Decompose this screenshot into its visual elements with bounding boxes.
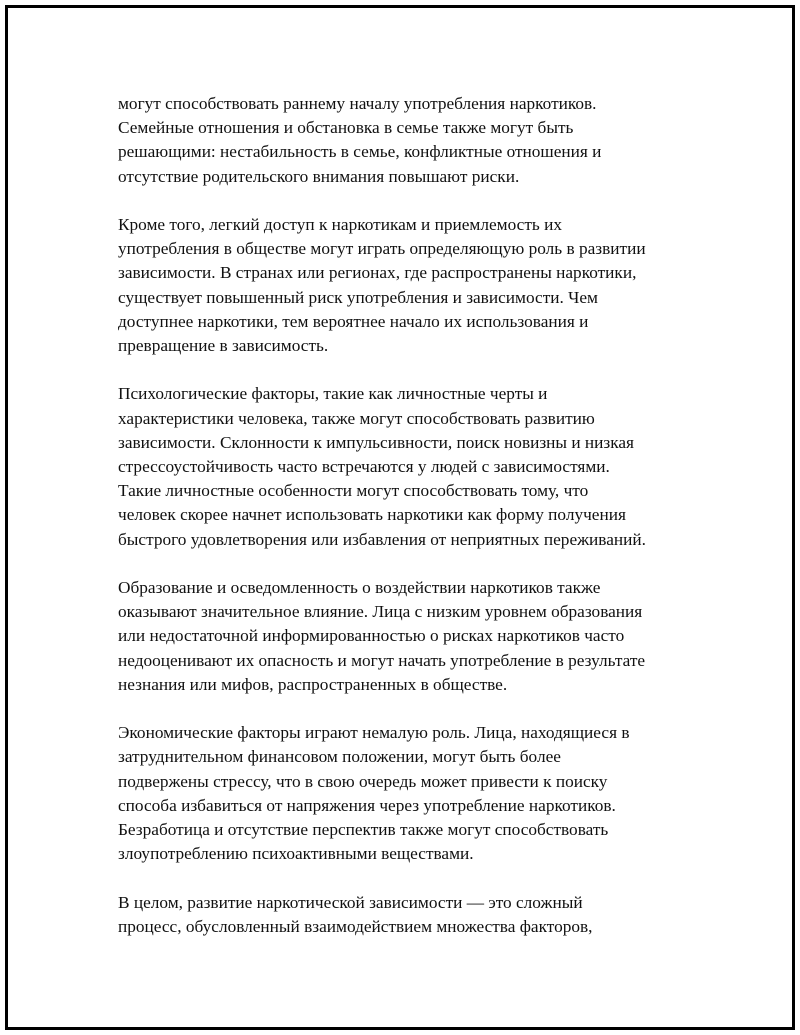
text-line: доступнее наркотики, тем вероятнее начало их использования и <box>118 311 589 331</box>
text-line: Кроме того, легкий доступ к наркотикам и приемлемость их <box>118 215 562 234</box>
text-line: злоупотреблению психоактивными веществами. <box>118 844 474 864</box>
paragraph-5 <box>118 721 708 866</box>
text-line: оказывают значительное влияние. Лица с низким уровнем образования <box>118 602 643 622</box>
text-line: стрессоустойчивость часто встречаются у людей с зависимостями. <box>118 457 610 477</box>
text-line: быстрого удовлетворения или избавления от неприятных переживаний. <box>118 529 646 549</box>
text-line: Такие личностные особенности могут способствовать тому, что <box>118 481 589 501</box>
text-line: Образование и осведомленность о воздействии наркотиков также <box>118 578 601 598</box>
text-line: решающими: нестабильность в семье, конфликтные отношения и <box>118 142 602 162</box>
text-line: процесс, обусловленный взаимодействием множества факторов, <box>118 916 593 936</box>
text-line: Безработица и отсутствие перспектив также могут способствовать <box>118 820 609 840</box>
text-line: подвержены стрессу, что в свою очередь может привести к поиску <box>118 771 608 791</box>
text-line: характеристики человека, также могут способствовать развитию <box>118 408 595 428</box>
text-line: зависимости. В странах или регионах, где распространены наркотики, <box>118 263 637 283</box>
document-body <box>118 92 708 963</box>
text-line: превращение в зависимость. <box>118 336 329 356</box>
paragraph-3 <box>118 382 708 551</box>
paragraph-6 <box>118 891 708 939</box>
text-line: Экономические факторы играют немалую роль. Лица, находящиеся в <box>118 723 630 743</box>
text-line: В целом, развитие наркотической зависимости — это сложный <box>118 892 583 912</box>
text-line: могут способствовать раннему началу употребления наркотиков. <box>118 94 597 113</box>
text-line: существует повышенный риск употребления и зависимости. Чем <box>118 287 598 307</box>
text-line: затруднительном финансовом положении, могут быть более <box>118 747 561 767</box>
text-line: употребления в обществе могут играть определяющую роль в развитии <box>118 239 646 259</box>
text-line: незнания или мифов, распространенных в обществе. <box>118 674 508 694</box>
text-line: Семейные отношения и обстановка в семье также могут быть <box>118 118 574 138</box>
text-line: отсутствие родительского внимания повышают риски. <box>118 166 520 186</box>
text-line: человек скорее начнет использовать наркотики как форму получения <box>118 505 626 525</box>
text-line: Психологические факторы, такие как личностные черты и <box>118 384 548 404</box>
text-line: или недостаточной информированностью о рисках наркотиков часто <box>118 626 625 646</box>
text-line: способа избавиться от напряжения через употребление наркотиков. <box>118 795 616 815</box>
paragraph-4 <box>118 576 708 697</box>
paragraph-1 <box>118 92 708 189</box>
paragraph-2 <box>118 213 708 358</box>
text-line: недооценивают их опасность и могут начать употребление в результате <box>118 650 646 670</box>
text-line: зависимости. Склонности к импульсивности, поиск новизны и низкая <box>118 432 634 452</box>
